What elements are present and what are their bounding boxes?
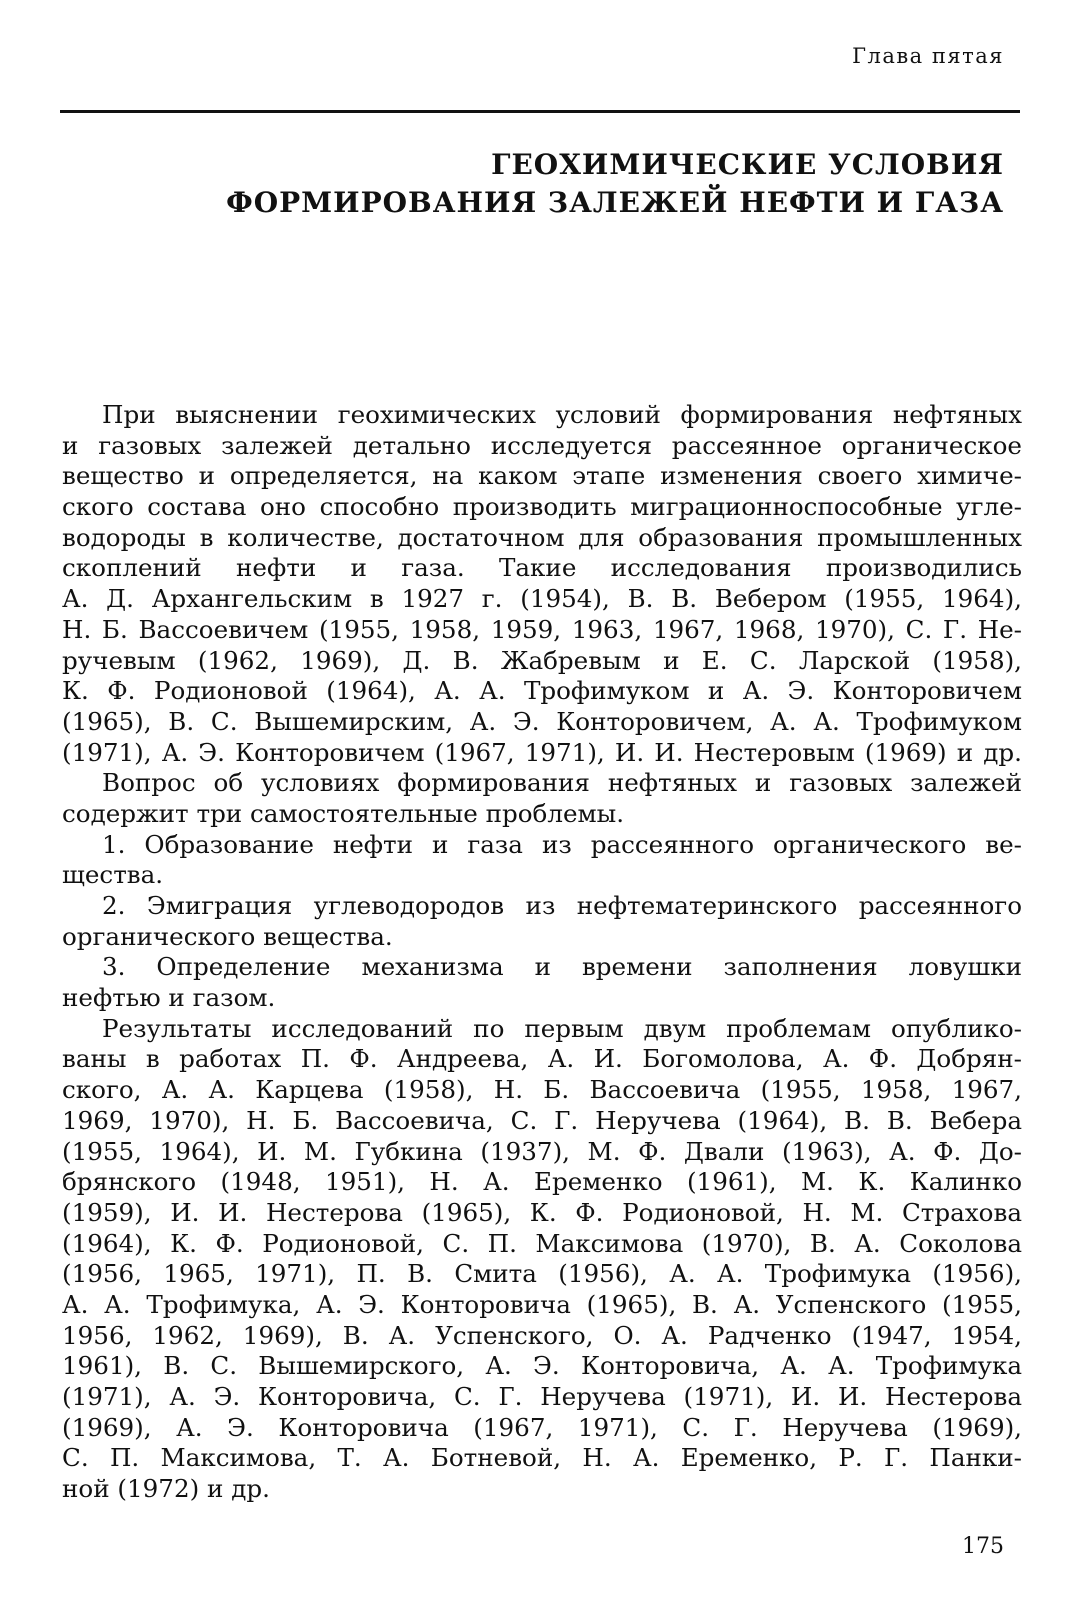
body-text [62,400,1022,1505]
text-line: 1. Образование нефти и газа из рассеянного органического ве- [102,829,1022,859]
text-line: Н. Б. Вассоевичем (1955, 1958, 1959, 1963, 1967, 1968, 1970), С. Г. Не- [62,614,1022,644]
page-number: 175 [962,1534,1004,1559]
text-line: скоплений нефти и газа. Такие исследования производились [62,553,1022,583]
chapter-title-line-2: ФОРМИРОВАНИЯ ЗАЛЕЖЕЙ НЕФТИ И ГАЗА [226,186,1004,219]
chapter-title-line-1: ГЕОХИМИЧЕСКИЕ УСЛОВИЯ [491,148,1004,181]
text-line: щества. [62,860,164,890]
text-line: (1965), В. С. Вышемирским, А. Э. Конторовичем, А. А. Трофимуком [62,706,1022,736]
text-line: (1956, 1965, 1971), П. В. Смита (1956), А. А. Трофимука (1956), [62,1259,1022,1289]
text-line: нефтью и газом. [62,983,276,1013]
text-line: 2. Эмиграция углеводородов из нефтематеринского рассеянного [102,891,1022,920]
chapter-title [104,146,1004,222]
text-line: ручевым (1962, 1969), Д. В. Жабревым и Е. С. Ларской (1958), [62,645,1022,675]
text-line: ского, А. А. Карцева (1958), Н. Б. Вассоевича (1955, 1958, 1967, [62,1075,1022,1105]
text-line: 1956, 1962, 1969), В. А. Успенского, О. А. Радченко (1947, 1954, [62,1320,1022,1350]
text-line: ского состава оно способно производить миграционноспособные угле- [62,492,1022,522]
text-line: (1969), А. Э. Конторовича (1967, 1971), С. Г. Неручева (1969), [62,1412,1022,1442]
text-line: А. Д. Архангельским в 1927 г. (1954), В. В. Вебером (1955, 1964), [62,584,1022,614]
text-line: и газовых залежей детально исследуется рассеянное органическое [62,430,1022,460]
chapter-label: Глава пятая [852,44,1004,68]
text-line: При выяснении геохимических условий формирования нефтяных [102,400,1022,429]
text-line: 1961), В. С. Вышемирского, А. Э. Конторовича, А. А. Трофимука [62,1351,1022,1381]
text-line: Результаты исследований по первым двум проблемам опублико- [102,1013,1022,1043]
text-line: (1971), А. Э. Конторовичем (1967, 1971), И. И. Нестеровым (1969) и др. [62,737,1022,767]
text-line: К. Ф. Родионовой (1964), А. А. Трофимуком и А. Э. Конторовичем [62,676,1022,706]
text-line: (1959), И. И. Нестерова (1965), К. Ф. Родионовой, Н. М. Страхова [62,1197,1022,1227]
text-line: Вопрос об условиях формирования нефтяных и газовых залежей [102,768,1022,798]
header-rule [60,110,1020,113]
text-line: А. А. Трофимука, А. Э. Конторовича (1965), В. А. Успенского (1955, [62,1289,1022,1319]
text-line: водороды в количестве, достаточном для образования промышленных [62,522,1022,552]
text-line: 1969, 1970), Н. Б. Вассоевича, С. Г. Неручева (1964), В. В. Вебера [62,1105,1022,1135]
text-line: ваны в работах П. Ф. Андреева, А. И. Богомолова, А. Ф. Добрян- [62,1044,1022,1074]
text-line: органического вещества. [62,921,393,951]
text-line: вещество и определяется, на каком этапе изменения своего химиче- [62,461,1022,491]
text-line: 3. Определение механизма и времени заполнения ловушки [102,952,1022,982]
text-line: (1971), А. Э. Конторовича, С. Г. Неручева (1971), И. И. Нестерова [62,1382,1022,1411]
text-line: брянского (1948, 1951), Н. А. Еременко (1961), М. К. Калинко [62,1167,1022,1197]
text-line: С. П. Максимова, Т. А. Ботневой, Н. А. Еременко, Р. Г. Панки- [62,1443,1022,1473]
text-line: ной (1972) и др. [62,1474,270,1504]
text-line: (1955, 1964), И. М. Губкина (1937), М. Ф. Двали (1963), А. Ф. До- [62,1136,1022,1166]
text-line: (1964), К. Ф. Родионовой, С. П. Максимова (1970), В. А. Соколова [62,1228,1022,1258]
text-line: содержит три самостоятельные проблемы. [62,798,625,828]
